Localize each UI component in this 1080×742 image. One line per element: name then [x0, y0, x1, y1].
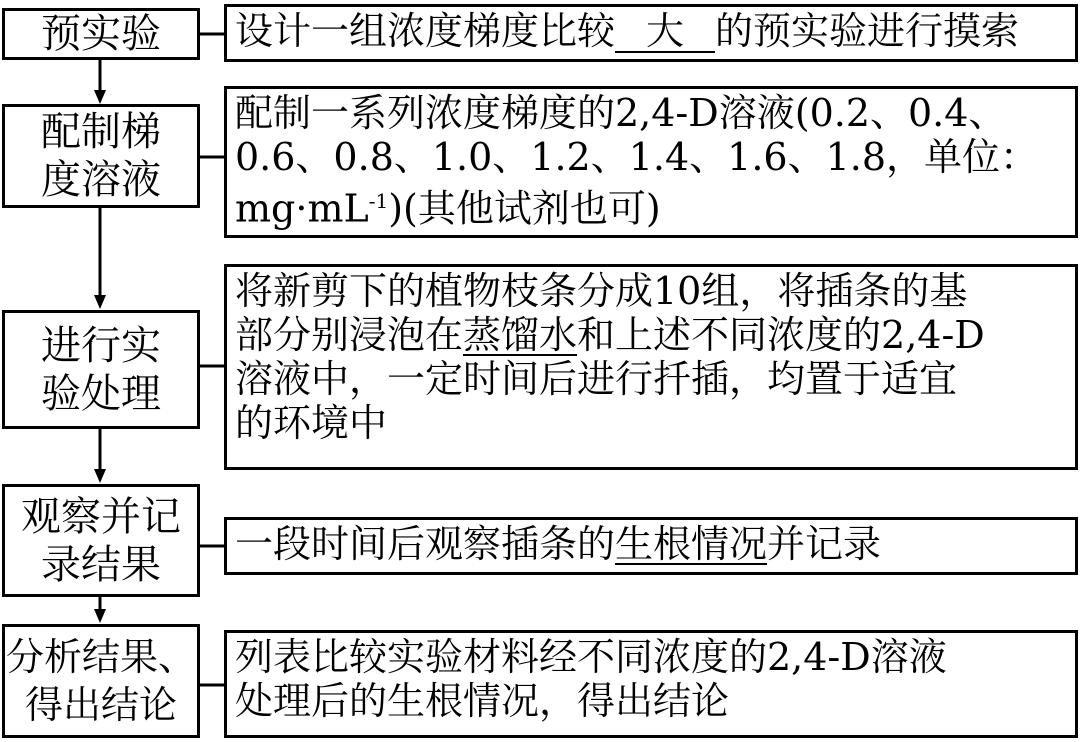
arrowhead-2-3 [94, 295, 106, 309]
step-prepare-solutions [2, 104, 200, 208]
step-label-line2: 度溶液 [41, 157, 161, 203]
step-label-line1: 观察并记 [21, 493, 181, 540]
arrowhead-3-4 [94, 469, 106, 483]
desc-line: 溶液中，一定时间后进行扦插，均置于适宜 [235, 357, 958, 401]
step-label-line1: 配制梯 [41, 109, 161, 155]
step-label-line2: 验处理 [41, 370, 161, 417]
step-label-line2: 得出结论 [24, 683, 177, 727]
unit-text: mg·mL [235, 186, 369, 231]
desc-line: 配制一系列浓度梯度的2,4-D溶液(0.2、0.4、 [235, 91, 1007, 135]
step-pre-experiment [2, 8, 200, 60]
step-label-line2: 录结果 [41, 541, 161, 588]
desc-observe-record [224, 517, 1078, 575]
step-analyze-conclude [2, 624, 200, 738]
desc-line [235, 313, 1067, 357]
desc-analyze-conclude [224, 630, 1078, 738]
desc-text: 一段时间后观察插条的 [235, 522, 616, 566]
step-experiment-treatment [2, 310, 200, 429]
arrowhead-4-5 [94, 609, 106, 623]
desc-line: 的环境中 [235, 401, 388, 445]
desc-line: 将新剪下的植物枝条分成10组，将插条的基 [235, 269, 968, 313]
desc-experiment-treatment [224, 264, 1078, 470]
desc-text: 部分别浸泡在 [235, 313, 464, 357]
answer-underlined: 蒸馏水 [463, 313, 578, 357]
desc-prepare-solutions [224, 86, 1078, 238]
step-label-line1: 分析结果、 [5, 635, 196, 679]
desc-line: 处理后的生根情况，得出结论 [235, 679, 730, 723]
desc-line [235, 179, 1067, 231]
answer-blank: 大 [615, 11, 715, 53]
answer-underlined: 生根情况 [615, 522, 768, 566]
desc-text: 设计一组浓度梯度比较 [235, 9, 616, 53]
step-label-line1: 进行实 [41, 322, 161, 369]
desc-text: 和上述不同浓度的2,4-D [577, 313, 985, 357]
desc-pre-experiment [224, 4, 1078, 62]
step-label: 预实验 [41, 11, 161, 57]
desc-text: )(其他试剂也可) [388, 186, 661, 231]
desc-text: 并记录 [767, 522, 882, 566]
unit-exponent: -1 [368, 189, 389, 213]
arrowhead-1-2 [94, 90, 106, 104]
desc-line: 列表比较实验材料经不同浓度的2,4-D溶液 [235, 635, 947, 679]
desc-line: 0.6、0.8、1.0、1.2、1.4、1.6、1.8，单位： [235, 135, 1039, 179]
desc-text: 的预实验进行摸索 [715, 9, 1020, 53]
step-observe-record [2, 484, 200, 597]
